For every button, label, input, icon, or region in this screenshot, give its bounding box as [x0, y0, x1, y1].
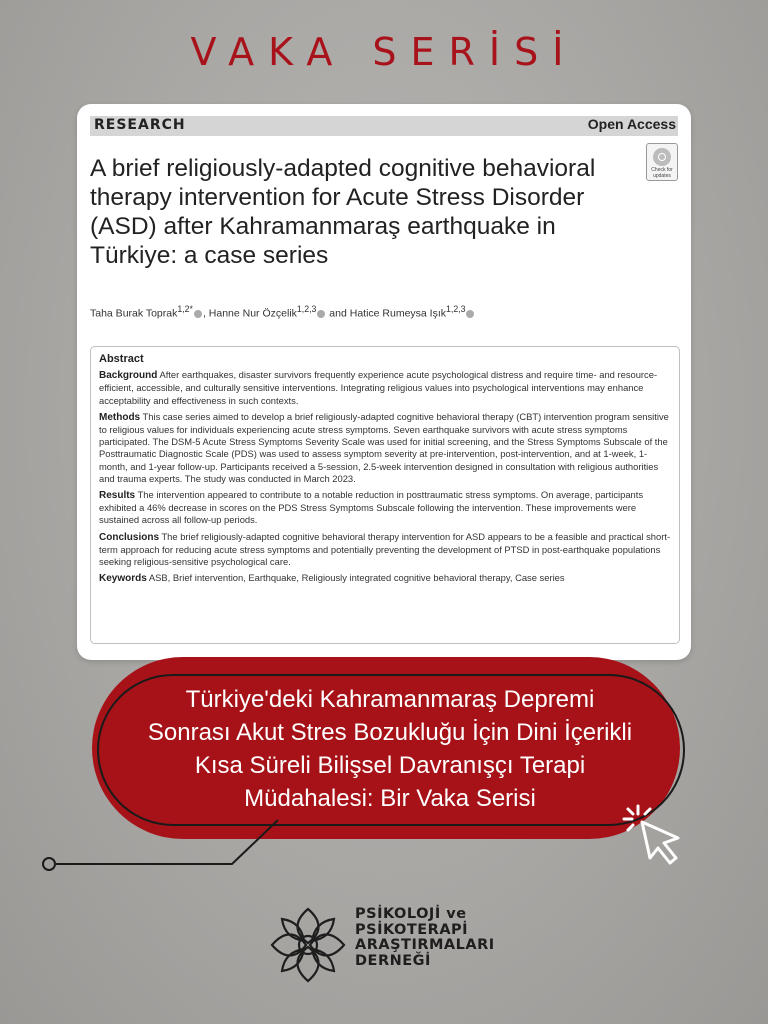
abstract-heading: Abstract: [99, 353, 144, 365]
results-text: The intervention appeared to contribute to a notable reduction in posttraumatic stress symptoms. On average, participants exhibited a 46% decrease in scores on the PDS Stress Symptoms Subscale following the intervention. These improvements were sustained across all follow-up periods.: [99, 489, 644, 526]
association-line: PSİKOTERAPİ: [355, 921, 469, 938]
association-line: DERNEĞİ: [355, 952, 431, 969]
author-name: Hatice Rumeysa Işık: [349, 307, 447, 320]
association-line: ARAŞTIRMALARI: [355, 937, 495, 953]
author-affiliation: 1,2,3: [446, 304, 466, 314]
paper-title: A brief religiously-adapted cognitive behavioral therapy intervention for Acute Stress Disorder (ASD) after Kahramanmaraş earthquake in Türkiye: a case series: [90, 155, 596, 269]
author-conjunction: and: [326, 307, 350, 320]
results-label: Results: [99, 490, 136, 502]
conclusions-label: Conclusions: [99, 531, 160, 543]
banner-line: Müdahalesi: Bir Vaka Serisi: [244, 785, 536, 812]
section-label: RESEARCH: [94, 117, 186, 133]
association-name: [355, 907, 495, 969]
background-label: Background: [99, 370, 158, 382]
pointer-cursor-icon: [620, 800, 686, 868]
author-name: Hanne Nur Özçelik: [208, 307, 297, 320]
association-logo: [266, 903, 350, 987]
header-title: VAKA SERİSİ: [190, 30, 578, 74]
methods-text: This case series aimed to develop a brief religiously-adapted cognitive behavioral therapy (CBT) intervention program sensitive to religious values for individuals experiencing acute stress symptoms. Seven earthquake survivors with acute stress symptoms participated. The DSM-5 Acute Stress Symptoms Severity Scale was used for initial screening, and the Stress Symptoms Subscale of the Posttraumatic Diagnostic Scale (PDS) was used to assess symptom severity at pre-intervention, post-intervention, and at 1-week, 1-month, and 1-year follow-up. Participants received a 5-session, 2.5-week intervention designed in consultation with religious authorities and trauma experts. The study was conducted in March 2023.: [99, 410, 669, 484]
association-line: PSİKOLOJİ ve: [355, 906, 467, 922]
background-text: After earthquakes, disaster survivors frequently experience acute psychological distress and require time- and resource-efficient, accessible, and culturally sensitive interventions. Integrating religious values into psychological interventions may enhance acceptability and effectiveness in such contexts.: [99, 369, 658, 406]
author-affiliation: 1,2*: [177, 304, 193, 314]
keywords-label: Keywords: [99, 573, 147, 585]
author-name: Taha Burak Toprak: [90, 307, 178, 320]
banner-line: Sonrası Akut Stres Bozukluğu İçin Dini İçerikli: [147, 719, 633, 746]
open-access-label: Open Access: [587, 116, 676, 132]
author-separator: ,: [202, 307, 209, 320]
banner-line: Kısa Süreli Bilişsel Davranışçı Terapi: [194, 752, 586, 779]
methods-label: Methods: [99, 411, 141, 423]
keywords-text: ASB, Brief intervention, Earthquake, Religiously integrated cognitive behavioral therapy, Case series: [148, 572, 565, 584]
banner-line: Türkiye'deki Kahramanmaraş Depremi: [185, 686, 595, 713]
conclusions-text: The brief religiously-adapted cognitive behavioral therapy intervention for ASD appears to be a feasible and practical short-term approach for reducing acute stress symptoms and potentially preventing the development of PTSD in post-earthquake populations seeking religious-sensitive psychological care.: [99, 530, 671, 568]
author-affiliation: 1,2,3: [296, 304, 317, 314]
check-updates-label: Check for updates: [651, 167, 673, 179]
